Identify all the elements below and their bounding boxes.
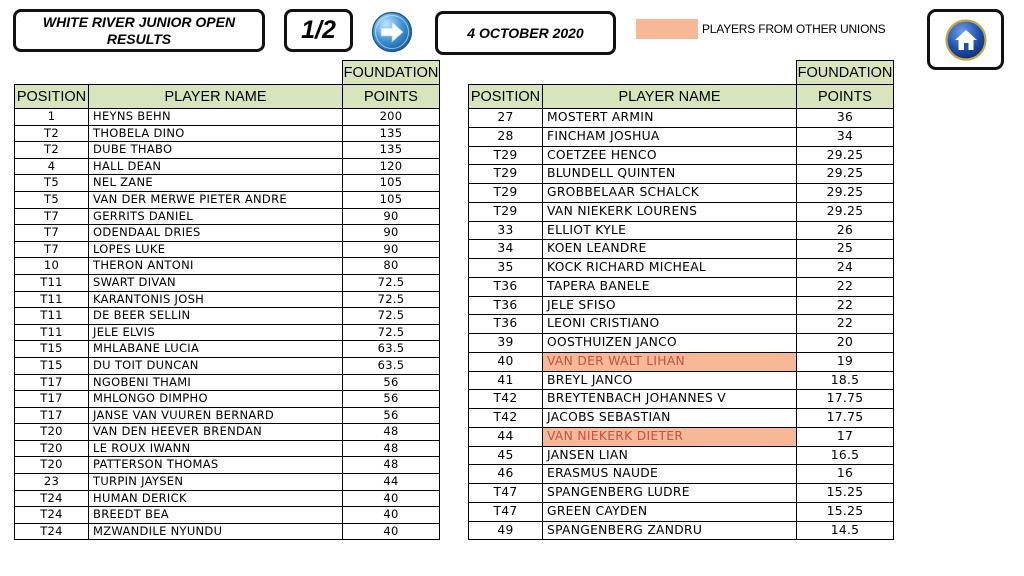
points-cell: 63.5 [343, 357, 440, 374]
position-cell: 40 [469, 352, 543, 371]
position-cell: T5 [15, 175, 89, 192]
next-page-button[interactable] [371, 11, 413, 53]
position-cell: T7 [15, 241, 89, 258]
arrow-right-circle-icon [371, 11, 413, 53]
position-cell: T29 [469, 184, 543, 203]
player-name-cell: NEL ZANE [89, 175, 343, 192]
position-cell: T17 [15, 374, 89, 391]
player-name-cell: DU TOIT DUNCAN [89, 357, 343, 374]
points-cell: 29.25 [797, 184, 894, 203]
table-row [469, 502, 894, 521]
player-name-cell: TAPERA BANELE [543, 277, 797, 296]
points-header-line1: FOUNDATION [797, 61, 894, 85]
points-cell: 16 [797, 465, 894, 484]
player-name-cell: THERON ANTONI [89, 258, 343, 275]
points-cell: 63.5 [343, 341, 440, 358]
table-row [469, 446, 894, 465]
tournament-title [13, 9, 265, 52]
player-name-cell: MOSTERT ARMIN [543, 109, 797, 128]
points-cell: 72.5 [343, 308, 440, 325]
player-name-cell: VAN DEN HEEVER BRENDAN [89, 424, 343, 441]
points-cell: 29.25 [797, 165, 894, 184]
table-row [15, 158, 440, 175]
player-name-cell: SPANGENBERG LUDRE [543, 484, 797, 503]
points-cell: 56 [343, 374, 440, 391]
table-row [15, 523, 440, 540]
points-cell: 17.75 [797, 390, 894, 409]
table-row [15, 241, 440, 258]
table-row [15, 357, 440, 374]
points-header-line1: FOUNDATION [343, 61, 440, 85]
position-cell: 4 [15, 158, 89, 175]
player-name-cell: GROBBELAAR SCHALCK [543, 184, 797, 203]
table-row [469, 521, 894, 540]
points-cell: 72.5 [343, 274, 440, 291]
table-row [469, 296, 894, 315]
table-row [15, 274, 440, 291]
position-cell: 49 [469, 521, 543, 540]
points-cell: 29.25 [797, 202, 894, 221]
table-row [15, 225, 440, 242]
player-name-cell: HALL DEAN [89, 158, 343, 175]
legend-swatch [636, 19, 698, 39]
points-cell: 22 [797, 277, 894, 296]
table-row [15, 407, 440, 424]
table-row [469, 165, 894, 184]
player-name-cell: SPANGENBERG ZANDRU [543, 521, 797, 540]
table-row [15, 341, 440, 358]
table-row [15, 109, 440, 126]
table-row [469, 484, 894, 503]
player-name-cell: FINCHAM JOSHUA [543, 127, 797, 146]
results-table-right [468, 60, 894, 540]
position-cell: T7 [15, 225, 89, 242]
position-cell: 39 [469, 334, 543, 353]
player-name-cell: JACOBS SEBASTIAN [543, 409, 797, 428]
points-cell: 72.5 [343, 324, 440, 341]
position-header: POSITION [469, 85, 543, 109]
table-row [469, 371, 894, 390]
position-cell: T5 [15, 191, 89, 208]
points-cell: 80 [343, 258, 440, 275]
points-cell: 34 [797, 127, 894, 146]
position-cell: 28 [469, 127, 543, 146]
player-name-cell: NGOBENI THAMI [89, 374, 343, 391]
player-name-cell: VAN NIEKERK DIETER [543, 427, 797, 446]
points-cell: 26 [797, 221, 894, 240]
player-name-header: PLAYER NAME [89, 85, 343, 109]
player-name-cell: BREYL JANCO [543, 371, 797, 390]
table-row [469, 240, 894, 259]
home-icon [945, 19, 987, 61]
points-cell: 48 [343, 440, 440, 457]
table-row [15, 424, 440, 441]
points-cell: 16.5 [797, 446, 894, 465]
player-name-cell: VAN DER MERWE PIETER ANDRE [89, 191, 343, 208]
player-name-cell: JELE ELVIS [89, 324, 343, 341]
table-row [469, 146, 894, 165]
player-name-cell: KOEN LEANDRE [543, 240, 797, 259]
results-table-left [14, 60, 440, 540]
position-cell: T29 [469, 202, 543, 221]
table-row [15, 324, 440, 341]
table-row [469, 221, 894, 240]
position-cell: 45 [469, 446, 543, 465]
page-indicator [284, 9, 353, 52]
table-row [469, 352, 894, 371]
position-cell: T11 [15, 324, 89, 341]
table-row [15, 175, 440, 192]
table-row [15, 440, 440, 457]
points-cell: 19 [797, 352, 894, 371]
player-name-cell: MHLONGO DIMPHO [89, 391, 343, 408]
table-row [469, 427, 894, 446]
player-name-cell: LOPES LUKE [89, 241, 343, 258]
position-cell: T11 [15, 308, 89, 325]
position-cell: T47 [469, 502, 543, 521]
player-name-cell: LE ROUX IWANN [89, 440, 343, 457]
points-cell: 15.25 [797, 484, 894, 503]
legend-label: PLAYERS FROM OTHER UNIONS [702, 22, 886, 36]
table-row [469, 409, 894, 428]
player-name-cell: THOBELA DINO [89, 125, 343, 142]
points-cell: 20 [797, 334, 894, 353]
table-row [15, 490, 440, 507]
position-cell: 23 [15, 474, 89, 491]
position-cell: T29 [469, 165, 543, 184]
position-cell: T42 [469, 409, 543, 428]
position-cell: 44 [469, 427, 543, 446]
player-name-cell: JANSEN LIAN [543, 446, 797, 465]
position-cell: 33 [469, 221, 543, 240]
position-cell: T2 [15, 142, 89, 159]
position-cell: T20 [15, 457, 89, 474]
position-cell: 34 [469, 240, 543, 259]
position-cell: 46 [469, 465, 543, 484]
points-cell: 17 [797, 427, 894, 446]
points-cell: 105 [343, 175, 440, 192]
points-cell: 22 [797, 315, 894, 334]
table-row [469, 202, 894, 221]
player-name-cell: VAN DER WALT LIHAN [543, 352, 797, 371]
position-cell: T11 [15, 291, 89, 308]
player-name-cell: GREEN CAYDEN [543, 502, 797, 521]
table-row [15, 308, 440, 325]
player-name-cell: VAN NIEKERK LOURENS [543, 202, 797, 221]
table-row [469, 390, 894, 409]
table-row [15, 208, 440, 225]
table-row [469, 334, 894, 353]
player-name-cell: COETZEE HENCO [543, 146, 797, 165]
player-name-header: PLAYER NAME [543, 85, 797, 109]
page-indicator-text: 1/2 [301, 16, 336, 44]
points-cell: 72.5 [343, 291, 440, 308]
table-row [15, 474, 440, 491]
table-row [15, 191, 440, 208]
table-row [15, 142, 440, 159]
position-header: POSITION [15, 85, 89, 109]
points-cell: 29.25 [797, 146, 894, 165]
position-cell: T24 [15, 523, 89, 540]
points-cell: 18.5 [797, 371, 894, 390]
player-name-cell: JELE SFISO [543, 296, 797, 315]
results-date [435, 11, 616, 55]
player-name-cell: LEONI CRISTIANO [543, 315, 797, 334]
table-row [469, 465, 894, 484]
points-cell: 15.25 [797, 502, 894, 521]
position-cell: T24 [15, 507, 89, 524]
table-row [15, 291, 440, 308]
table-row [15, 507, 440, 524]
position-cell: 35 [469, 259, 543, 278]
table-row [15, 457, 440, 474]
points-cell: 105 [343, 191, 440, 208]
player-name-cell: ERASMUS NAUDE [543, 465, 797, 484]
table-row [469, 109, 894, 128]
position-cell: T15 [15, 357, 89, 374]
position-cell: T15 [15, 341, 89, 358]
player-name-cell: ELLIOT KYLE [543, 221, 797, 240]
position-cell: T36 [469, 315, 543, 334]
points-cell: 36 [797, 109, 894, 128]
position-cell: T36 [469, 296, 543, 315]
player-name-cell: PATTERSON THOMAS [89, 457, 343, 474]
player-name-cell: GERRITS DANIEL [89, 208, 343, 225]
points-cell: 48 [343, 424, 440, 441]
position-cell: T17 [15, 407, 89, 424]
points-header-line2: POINTS [797, 85, 894, 109]
points-cell: 14.5 [797, 521, 894, 540]
home-button[interactable] [927, 9, 1004, 70]
position-cell: T20 [15, 440, 89, 457]
player-name-cell: DE BEER SELLIN [89, 308, 343, 325]
points-cell: 90 [343, 225, 440, 242]
player-name-cell: MHLABANE LUCIA [89, 341, 343, 358]
position-cell: 10 [15, 258, 89, 275]
player-name-cell: KARANTONIS JOSH [89, 291, 343, 308]
points-cell: 90 [343, 241, 440, 258]
points-cell: 40 [343, 490, 440, 507]
points-cell: 56 [343, 407, 440, 424]
position-cell: T24 [15, 490, 89, 507]
table-row [469, 315, 894, 334]
position-cell: T20 [15, 424, 89, 441]
points-cell: 40 [343, 507, 440, 524]
table-row [15, 391, 440, 408]
tournament-title-text: WHITE RIVER JUNIOR OPEN RESULTS [42, 13, 236, 47]
position-cell: T29 [469, 146, 543, 165]
position-cell: T42 [469, 390, 543, 409]
points-cell: 40 [343, 523, 440, 540]
table-row [469, 259, 894, 278]
position-cell: T11 [15, 274, 89, 291]
player-name-cell: HUMAN DERICK [89, 490, 343, 507]
results-date-text: 4 OCTOBER 2020 [467, 25, 584, 41]
player-name-cell: TURPIN JAYSEN [89, 474, 343, 491]
points-cell: 90 [343, 208, 440, 225]
points-cell: 56 [343, 391, 440, 408]
player-name-cell: ODENDAAL DRIES [89, 225, 343, 242]
player-name-cell: HEYNS BEHN [89, 109, 343, 126]
points-cell: 200 [343, 109, 440, 126]
points-cell: 120 [343, 158, 440, 175]
player-name-cell: JANSE VAN VUUREN BERNARD [89, 407, 343, 424]
position-cell: T17 [15, 391, 89, 408]
position-cell: 41 [469, 371, 543, 390]
player-name-cell: SWART DIVAN [89, 274, 343, 291]
player-name-cell: BLUNDELL QUINTEN [543, 165, 797, 184]
points-cell: 24 [797, 259, 894, 278]
points-header-line2: POINTS [343, 85, 440, 109]
player-name-cell: OOSTHUIZEN JANCO [543, 334, 797, 353]
table-row [15, 374, 440, 391]
points-cell: 135 [343, 142, 440, 159]
table-row [15, 125, 440, 142]
table-row [469, 127, 894, 146]
position-cell: T7 [15, 208, 89, 225]
points-cell: 48 [343, 457, 440, 474]
points-cell: 25 [797, 240, 894, 259]
table-row [15, 258, 440, 275]
position-cell: 27 [469, 109, 543, 128]
points-cell: 44 [343, 474, 440, 491]
position-cell: T2 [15, 125, 89, 142]
player-name-cell: DUBE THABO [89, 142, 343, 159]
points-cell: 22 [797, 296, 894, 315]
position-cell: T47 [469, 484, 543, 503]
table-row [469, 184, 894, 203]
player-name-cell: KOCK RICHARD MICHEAL [543, 259, 797, 278]
points-cell: 17.75 [797, 409, 894, 428]
position-cell: 1 [15, 109, 89, 126]
player-name-cell: BREEDT BEA [89, 507, 343, 524]
player-name-cell: MZWANDILE NYUNDU [89, 523, 343, 540]
player-name-cell: BREYTENBACH JOHANNES V [543, 390, 797, 409]
points-cell: 135 [343, 125, 440, 142]
position-cell: T36 [469, 277, 543, 296]
table-row [469, 277, 894, 296]
